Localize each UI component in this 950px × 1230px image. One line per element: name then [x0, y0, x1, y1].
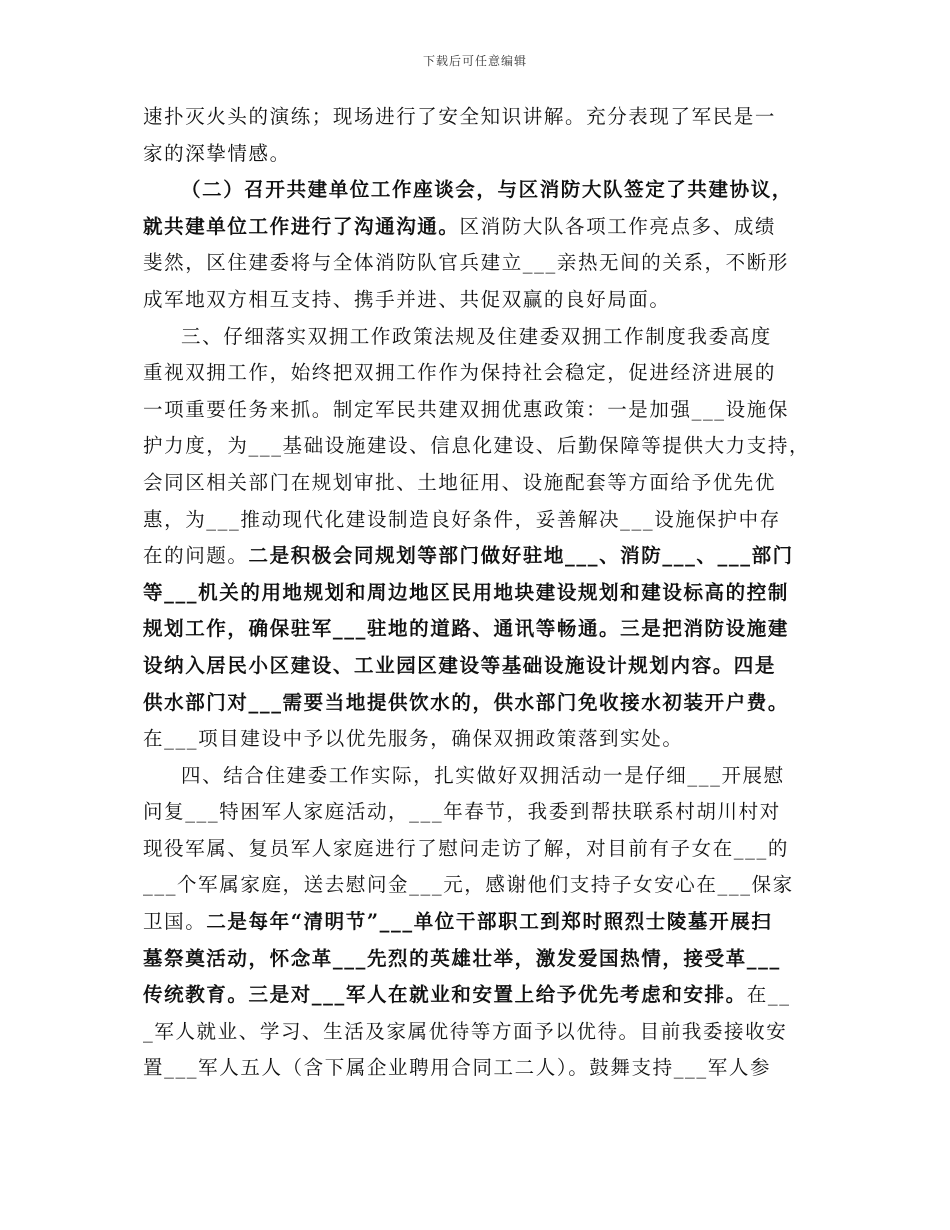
text-line	[143, 282, 815, 319]
text-line	[143, 465, 815, 502]
text-line	[143, 136, 815, 173]
bold-text-segment: （二）召开共建单位工作座谈会，与区消防大队签定了共建协议，	[181, 178, 793, 202]
text-segment: 在__	[746, 983, 791, 1007]
text-line	[143, 575, 815, 612]
bold-text-segment: 就共建单位工作进行了沟通沟通。	[143, 214, 460, 238]
text-segment: 区消防大队各项工作亮点多、成绩	[459, 214, 777, 238]
bold-text-segment: 传统教育。三是对___军人在就业和安置上给予优先考虑和安排。	[143, 983, 747, 1007]
text-line	[143, 648, 815, 685]
text-line	[143, 611, 815, 648]
bold-text-segment: 供水部门对___需要当地提供饮水的，供水部门免收接水初装开户费。	[143, 690, 789, 714]
bold-text-segment: 二是每年“清明节”___单位干部职工到郑时照烈士陵墓开展扫	[206, 910, 773, 934]
page-header-note: 下载后可任意编辑	[422, 54, 527, 68]
text-segment: _军人就业、学习、生活及家属优待等方面予以优待。目前我委接收安	[143, 1019, 788, 1043]
text-segment: 惠，为___推动现代化建设制造良好条件，妥善解决___设施保护中存	[143, 507, 781, 531]
text-segment: 重视双拥工作，始终把双拥工作作为保持社会稳定，促进经济进展的	[143, 361, 777, 385]
text-line	[143, 428, 815, 465]
text-line	[143, 502, 815, 539]
text-segment: 卫国。	[143, 910, 207, 934]
text-line	[143, 538, 815, 575]
text-line	[143, 831, 815, 868]
text-segment: ___个军属家庭，送去慰问金___元，感谢他们支持子女安心在___保家	[143, 873, 794, 897]
bold-text-segment: 二是积极会同规划等部门做好驻地___、消防___、___部门	[248, 544, 794, 568]
text-line	[143, 172, 815, 209]
text-line	[143, 941, 815, 978]
text-segment: 四、结合住建委工作实际，扎实做好双拥活动一是仔细___开展慰	[181, 763, 785, 787]
text-line	[143, 392, 815, 429]
text-line	[143, 758, 815, 795]
text-line	[143, 721, 815, 758]
bold-text-segment: 设纳入居民小区建设、工业园区建设等基础设施设计规划内容。四是	[143, 653, 777, 677]
text-segment: 在___项目建设中予以优先服务，确保双拥政策落到实处。	[143, 727, 684, 751]
text-segment: 家的深挚情感。	[143, 141, 291, 165]
text-segment: 三、仔细落实双拥工作政策法规及住建委双拥工作制度我委高度	[181, 324, 772, 348]
text-segment: 置___军人五人（含下属企业聘用合同工二人）。鼓舞支持___军人参	[143, 1056, 772, 1080]
text-line	[143, 245, 815, 282]
text-line	[143, 867, 815, 904]
bold-text-segment: 墓祭奠活动，怀念革___先烈的英雄壮举，激发爱国热情，接受革___	[143, 946, 781, 970]
text-segment: 斐然，区住建委将与全体消防队官兵建立___亲热无间的关系，不断形	[143, 251, 789, 275]
text-segment: 一项重要任务来抓。制定军民共建双拥优惠政策：一是加强___设施保	[143, 397, 789, 421]
bold-text-segment: 等___机关的用地规划和周边地区民用地块建设规划和建设标高的控制	[143, 580, 789, 604]
bold-text-segment: 规划工作，确保驻军___驻地的道路、通讯等畅通。三是把消防设施建	[143, 617, 789, 641]
text-segment: 现役军属、复员军人家庭进行了慰问走访了解，对目前有子女在___的	[143, 836, 789, 860]
text-segment: 成军地双方相互支持、携手并进、共促双赢的良好局面。	[143, 287, 671, 311]
text-line	[143, 904, 815, 941]
text-segment: 速扑灭火头的演练；现场进行了安全知识讲解。充分表现了军民是一	[143, 105, 777, 128]
text-line	[143, 977, 815, 1014]
text-line	[143, 1050, 815, 1087]
document-body	[143, 99, 815, 1087]
text-line	[143, 1014, 815, 1051]
text-line	[143, 794, 815, 831]
text-line	[143, 685, 815, 722]
text-line	[143, 99, 815, 136]
text-line	[143, 355, 815, 392]
text-line	[143, 319, 815, 356]
text-segment: 问复___特困军人家庭活动，___年春节，我委到帮扶联系村胡川村对	[143, 800, 781, 824]
text-segment: 护力度，为___基础设施建设、信息化建设、后勤保障等提供大力支持，	[143, 434, 811, 458]
text-segment: 在的问题。	[143, 544, 249, 568]
text-line	[143, 209, 815, 246]
text-segment: 会同区相关部门在规划审批、土地征用、设施配套等方面给予优先优	[143, 470, 777, 494]
